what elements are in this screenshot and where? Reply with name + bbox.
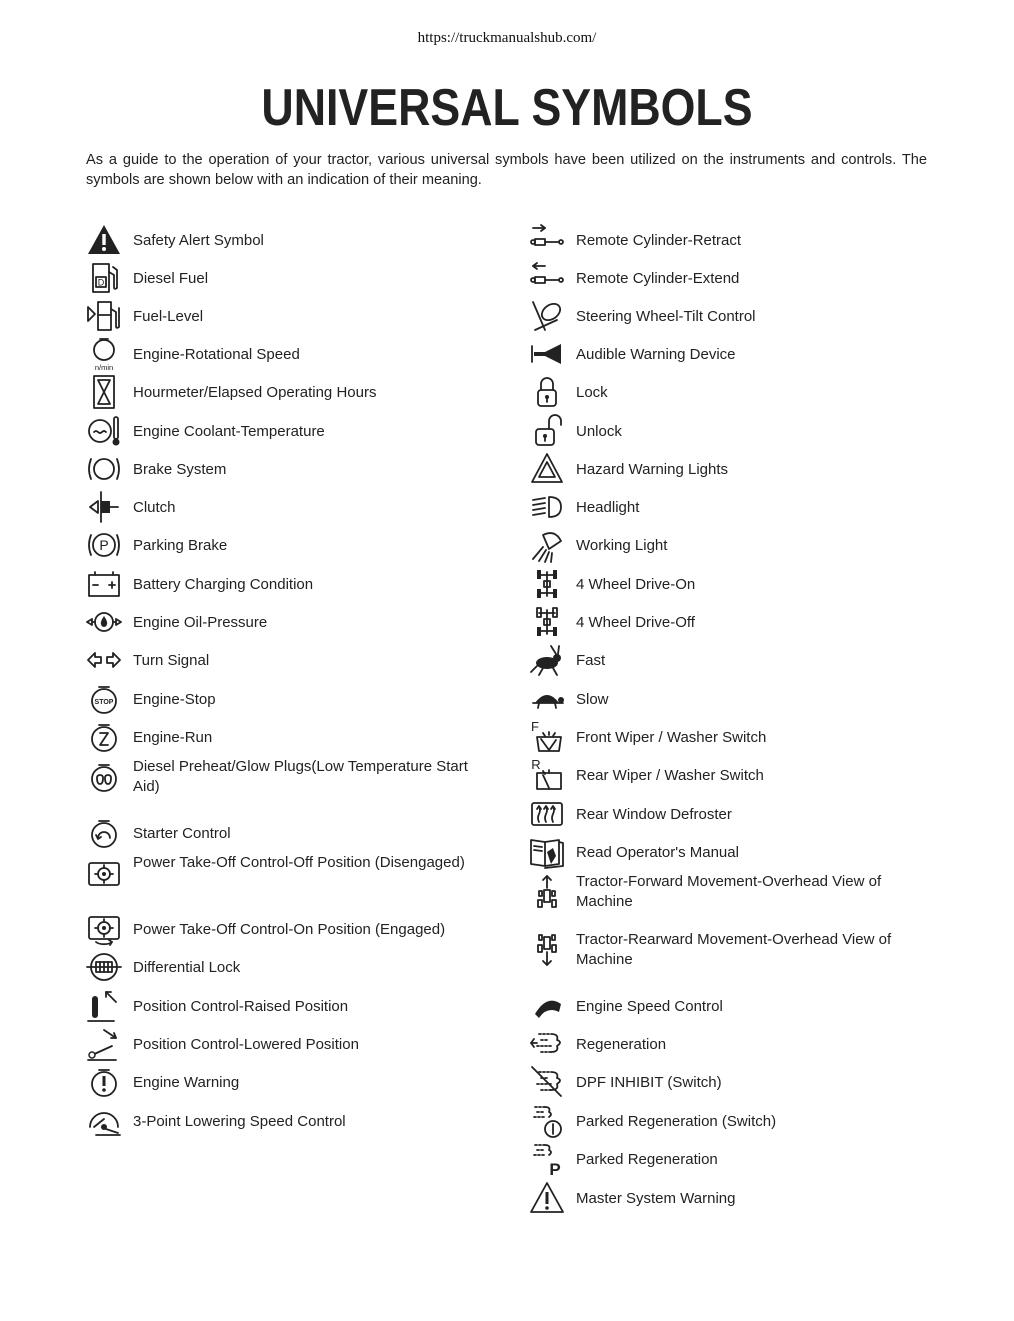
source-url: https://truckmanualshub.com/ bbox=[417, 30, 597, 46]
svg-text:P: P bbox=[99, 537, 109, 553]
symbol-label: Hourmeter/Elapsed Operating Hours bbox=[133, 384, 377, 401]
symbol-label: Brake System bbox=[133, 461, 227, 478]
engine-speed-control-icon bbox=[529, 988, 565, 1024]
horn-icon bbox=[529, 336, 565, 372]
symbol-label: Diesel Fuel bbox=[133, 270, 209, 287]
svg-text:D: D bbox=[97, 277, 105, 288]
operators-manual-icon bbox=[529, 834, 565, 870]
symbol-label: Remote Cylinder-Retract bbox=[576, 232, 742, 249]
symbol-label: Engine Oil-Pressure bbox=[133, 614, 268, 631]
symbol-label: Rear Window Defroster bbox=[576, 806, 732, 823]
symbol-label: Engine-Stop bbox=[133, 691, 216, 708]
symbol-label: Engine-Rotational Speed bbox=[133, 346, 300, 363]
rear-defroster-icon bbox=[529, 796, 565, 832]
unlock-icon bbox=[529, 413, 565, 449]
symbol-label: Front Wiper / Washer Switch bbox=[576, 729, 767, 746]
dpf-inhibit-icon bbox=[529, 1064, 565, 1100]
symbol-label: Master System Warning bbox=[576, 1190, 736, 1207]
svg-text:n/min: n/min bbox=[94, 363, 114, 372]
symbol-label: Differential Lock bbox=[133, 959, 241, 976]
symbol-label: Turn Signal bbox=[133, 652, 210, 669]
pto-on-icon bbox=[86, 911, 122, 947]
4wd-off-icon bbox=[529, 604, 565, 640]
symbol-label: 3-Point Lowering Speed Control bbox=[133, 1113, 346, 1130]
rabbit-fast-icon bbox=[529, 642, 565, 678]
hazard-icon bbox=[529, 451, 565, 487]
symbol-label: 4 Wheel Drive-Off bbox=[576, 614, 695, 631]
symbol-label: Tractor-Rearward Movement-Overhead View of Machine bbox=[576, 931, 892, 968]
brake-system-icon bbox=[86, 451, 122, 487]
symbol-label: Fuel-Level bbox=[133, 308, 204, 325]
symbol-label: Engine Speed Control bbox=[576, 998, 723, 1015]
symbol-label: Steering Wheel-Tilt Control bbox=[576, 308, 756, 325]
hourmeter-icon bbox=[86, 374, 122, 410]
clutch-icon bbox=[86, 489, 122, 525]
lock-icon bbox=[529, 374, 565, 410]
engine-stop-icon bbox=[86, 681, 122, 717]
steering-tilt-icon bbox=[529, 298, 565, 334]
page-title: UNIVERSAL SYMBOLS bbox=[261, 79, 753, 137]
symbol-label: Parked Regeneration (Switch) bbox=[576, 1113, 777, 1130]
symbol-label: Remote Cylinder-Extend bbox=[576, 270, 740, 287]
working-light-icon bbox=[529, 527, 565, 563]
rear-wiper-icon bbox=[529, 757, 565, 793]
parked-regen-switch-icon bbox=[529, 1103, 565, 1139]
master-warning-icon bbox=[529, 1180, 565, 1216]
symbol-label: Engine-Run bbox=[133, 729, 213, 746]
position-lowered-icon bbox=[86, 1026, 122, 1062]
cylinder-extend-icon bbox=[529, 260, 565, 296]
safety-alert-icon bbox=[86, 222, 122, 258]
symbol-label: Regeneration bbox=[576, 1036, 667, 1053]
symbol-label: Read Operator's Manual bbox=[576, 844, 739, 861]
rearward-movement-icon bbox=[529, 932, 565, 968]
4wd-on-icon bbox=[529, 566, 565, 602]
parking-brake-icon bbox=[86, 527, 122, 563]
symbol-label: Hazard Warning Lights bbox=[576, 461, 729, 478]
preheat-glow-plug-icon bbox=[86, 759, 122, 795]
symbol-label: Engine Coolant-Temperature bbox=[133, 423, 325, 440]
symbol-label: Power Take-Off Control-Off Position (Disengaged) bbox=[133, 854, 465, 871]
regeneration-icon bbox=[529, 1026, 565, 1062]
symbol-label: 4 Wheel Drive-On bbox=[576, 576, 696, 593]
forward-movement-icon bbox=[529, 874, 565, 910]
symbol-label: Working Light bbox=[576, 537, 668, 554]
turn-signal-icon bbox=[86, 642, 122, 678]
engine-rotational-speed-icon bbox=[86, 336, 122, 372]
headlight-icon bbox=[529, 489, 565, 525]
symbol-label: Lock bbox=[576, 384, 608, 401]
svg-text:R: R bbox=[531, 757, 541, 772]
symbol-label: Engine Warning bbox=[133, 1074, 240, 1091]
symbol-label: Audible Warning Device bbox=[576, 346, 736, 363]
symbol-label: Diesel Preheat/Glow Plugs(Low Temperature Start Aid) bbox=[133, 758, 468, 795]
svg-text:STOP: STOP bbox=[94, 699, 114, 706]
battery-icon bbox=[86, 566, 122, 602]
oil-pressure-icon bbox=[86, 604, 122, 640]
svg-text:P: P bbox=[549, 1160, 561, 1177]
diesel-fuel-icon bbox=[86, 260, 122, 296]
lowering-speed-icon bbox=[86, 1103, 122, 1139]
symbol-label: Parked Regeneration bbox=[576, 1151, 718, 1168]
engine-warning-icon bbox=[86, 1064, 122, 1100]
cylinder-retract-icon bbox=[529, 222, 565, 258]
symbol-label: Slow bbox=[576, 691, 609, 708]
pto-off-icon bbox=[86, 855, 122, 891]
symbol-label: Position Control-Raised Position bbox=[133, 998, 349, 1015]
symbol-label: Rear Wiper / Washer Switch bbox=[576, 767, 764, 784]
parked-regen-icon bbox=[529, 1141, 565, 1177]
symbol-label: DPF INHIBIT (Switch) bbox=[576, 1074, 722, 1091]
position-raised-icon bbox=[86, 988, 122, 1024]
symbol-label: Headlight bbox=[576, 499, 640, 516]
intro-paragraph: As a guide to the operation of your tractor, various universal symbols have been utilized on the instruments and controls. The symbols are shown below with an indication of their meaning. bbox=[86, 152, 927, 188]
symbol-label: Unlock bbox=[576, 423, 622, 440]
symbol-label: Parking Brake bbox=[133, 537, 228, 554]
starter-control-icon bbox=[86, 815, 122, 851]
svg-text:F: F bbox=[531, 719, 539, 734]
differential-lock-icon bbox=[86, 949, 122, 985]
fuel-level-icon bbox=[86, 298, 122, 334]
engine-coolant-temperature-icon bbox=[86, 413, 122, 449]
engine-run-icon bbox=[86, 719, 122, 755]
symbol-label: Fast bbox=[576, 652, 606, 669]
symbol-label: Clutch bbox=[133, 499, 176, 516]
symbol-label: Tractor-Forward Movement-Overhead View of Machine bbox=[576, 873, 882, 910]
front-wiper-icon bbox=[529, 719, 565, 755]
symbol-label: Power Take-Off Control-On Position (Engaged) bbox=[133, 921, 446, 938]
symbol-label: Position Control-Lowered Position bbox=[133, 1036, 359, 1053]
turtle-slow-icon bbox=[529, 681, 565, 717]
symbol-label: Starter Control bbox=[133, 825, 231, 842]
symbol-label: Safety Alert Symbol bbox=[133, 232, 264, 249]
symbol-label: Battery Charging Condition bbox=[133, 576, 314, 593]
